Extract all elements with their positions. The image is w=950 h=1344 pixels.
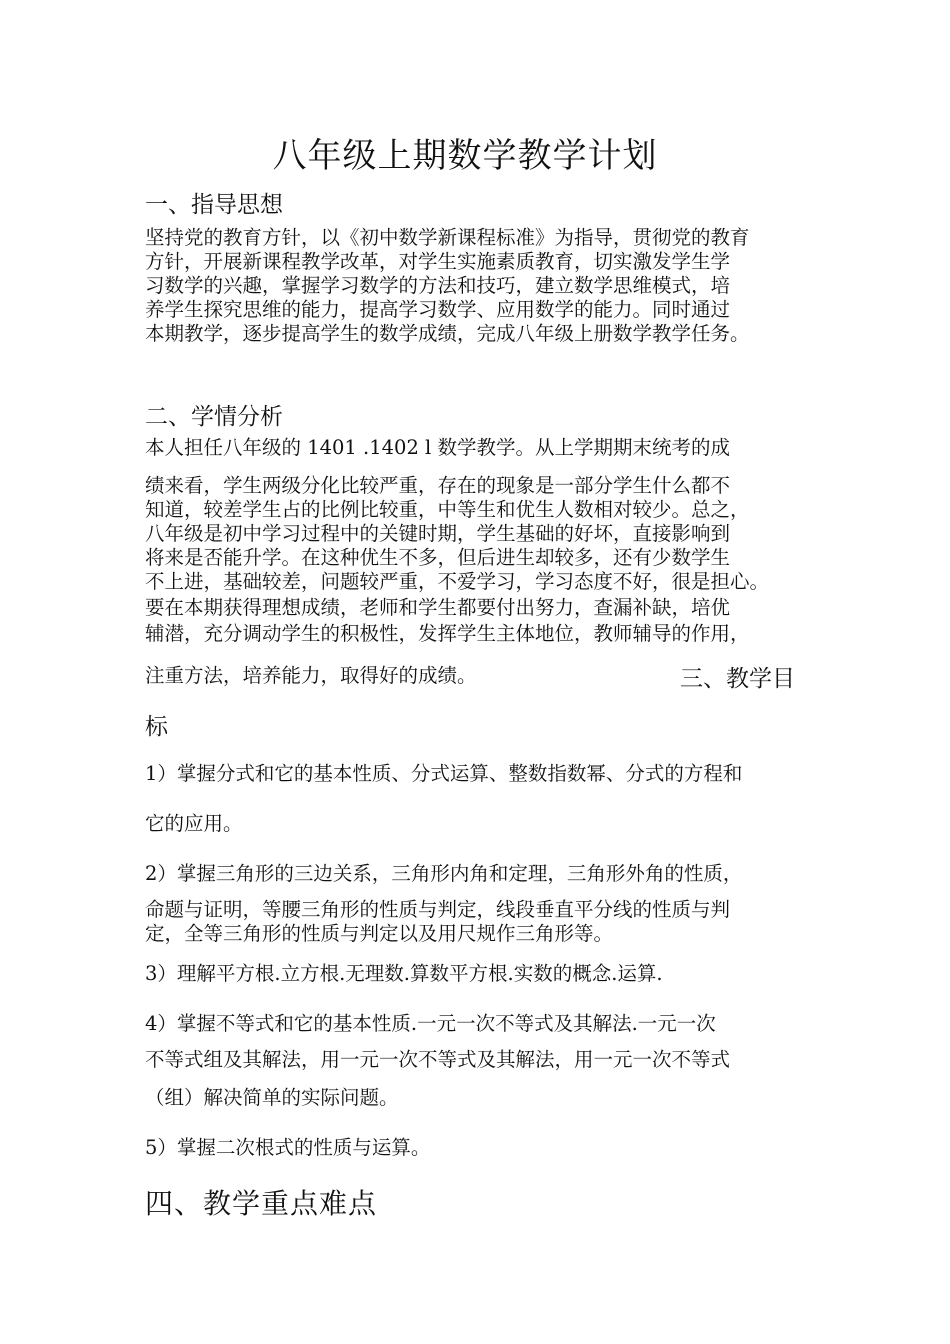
section-2-line: 要在本期获得理想成绩，老师和学生都要付出努力，查漏补缺，培优 [145, 596, 731, 619]
section-4-heading: 四、教学重点难点 [145, 1187, 378, 1220]
section-2-line: 辅潜，充分调动学生的积极性，发挥学生主体地位，教师辅导的作用， [145, 622, 750, 645]
section-3-heading: 三、教学目 [680, 666, 795, 692]
section-1-heading: 一、指导思想 [145, 192, 283, 218]
goal-item-4: 4）掌握不等式和它的基本性质.一元一次不等式及其解法.一元一次 [145, 1012, 716, 1035]
goal-item-2-cont: 命题与证明，等腰三角形的性质与判定，线段垂直平分线的性质与判 [145, 898, 731, 921]
section-2-line: 绩来看，学生两级分化比较严重，存在的现象是一部分学生什么都不 [145, 474, 731, 497]
section-3-heading-cont: 标 [145, 714, 168, 740]
section-2-line: 知道，较差学生占的比例比较重，中等生和优生人数相对较少。总之， [145, 498, 750, 521]
section-1-line: 方针，开展新课程教学改革，对学生实施素质教育，切实激发学生学 [145, 250, 731, 273]
section-2-line: 将来是否能升学。在这种优生不多，但后进生却较多，还有少数学生 [145, 546, 731, 569]
goal-item-2: 2）掌握三角形的三边关系，三角形内角和定理，三角形外角的性质， [145, 862, 743, 885]
section-1-line: 习数学的兴趣，掌握学习数学的方法和技巧，建立数学思维模式，培 [145, 274, 731, 297]
goal-item-4-cont: （组）解决简单的实际问题。 [145, 1086, 399, 1109]
goal-item-1: 1）掌握分式和它的基本性质、分式运算、整数指数幂、分式的方程和 [145, 762, 743, 785]
section-1-line: 养学生探究思维的能力，提高学习数学、应用数学的能力。同时通过 [145, 298, 731, 321]
goal-item-5: 5）掌握二次根式的性质与运算。 [145, 1136, 431, 1159]
section-2-line: 不上进，基础较差，问题较严重，不爱学习，学习态度不好，很是担心。 [145, 570, 770, 593]
goal-item-4-cont: 不等式组及其解法，用一元一次不等式及其解法，用一元一次不等式 [145, 1048, 731, 1071]
goal-item-1-cont: 它的应用。 [145, 812, 243, 835]
section-2-line: 本人担任八年级的 1401 .1402 l 数学教学。从上学期期末统考的成 [145, 436, 730, 459]
section-1-line: 本期教学，逐步提高学生的数学成绩，完成八年级上册数学教学任务。 [145, 322, 750, 345]
section-1-line: 坚持党的教育方针，以《初中数学新课程标准》为指导，贯彻党的教育 [145, 226, 750, 249]
document-title: 八年级上期数学教学计划 [272, 136, 658, 176]
section-2-heading: 二、学情分析 [145, 404, 283, 430]
goal-item-2-cont: 定，全等三角形的性质与判定以及用尺规作三角形等。 [145, 922, 614, 945]
section-2-line: 八年级是初中学习过程中的关键时期，学生基础的好坏，直接影响到 [145, 522, 731, 545]
goal-item-3: 3）理解平方根.立方根.无理数.算数平方根.实数的概念.运算. [145, 962, 663, 985]
section-2-line: 注重方法，培养能力，取得好的成绩。 [145, 664, 477, 687]
